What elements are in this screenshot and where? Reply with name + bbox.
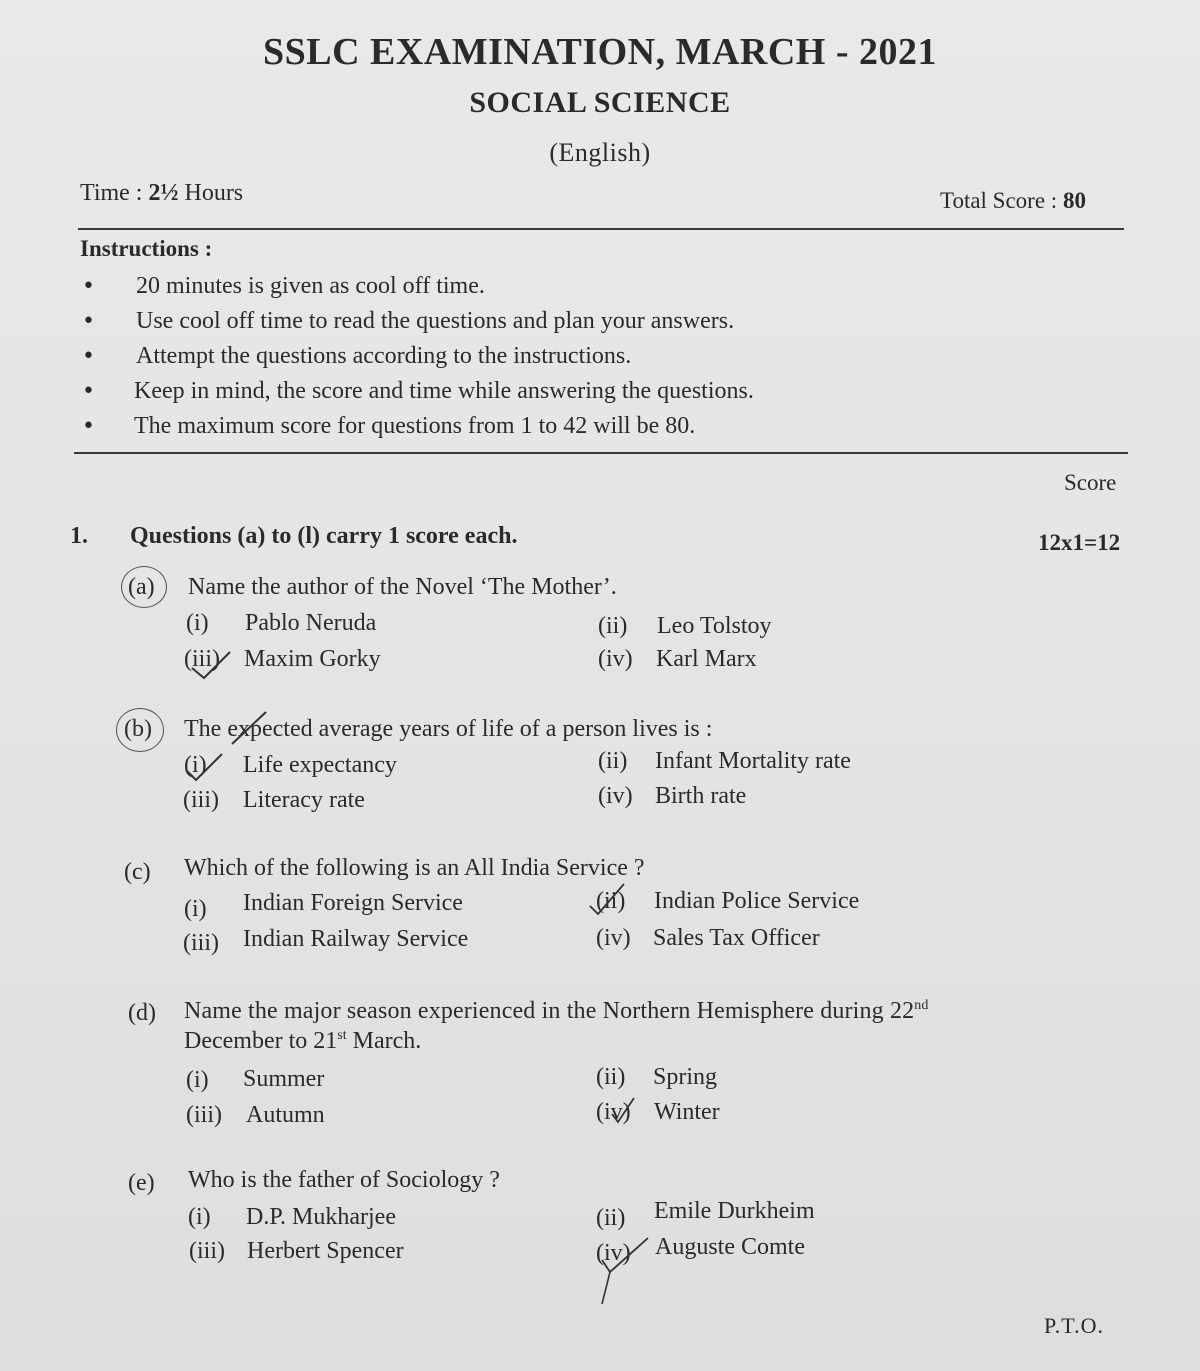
bullet-icon: •: [82, 379, 95, 404]
bullet-icon: •: [82, 344, 95, 369]
option-text: Maxim Gorky: [244, 646, 381, 672]
part-label: (a): [128, 574, 155, 600]
question-number: 1.: [70, 523, 88, 549]
option-text: Indian Railway Service: [243, 926, 469, 952]
bullet-icon: •: [82, 274, 95, 299]
instruction-item-text: The maximum score for questions from 1 to 42 will be 80.: [134, 413, 696, 439]
pen-tick-mark: [594, 1232, 664, 1308]
option-number: (i): [188, 1204, 211, 1230]
option-number: (ii): [596, 888, 626, 914]
instruction-item: Use cool off time to read the questions and plan your answers.: [136, 308, 735, 334]
part-question: Who is the father of Sociology ?: [188, 1167, 500, 1193]
instruction-item: Attempt the questions according to the instructions.: [136, 343, 632, 369]
part-label: (c): [124, 859, 151, 885]
option-number: (ii): [596, 1205, 626, 1231]
option-text: D.P. Mukharjee: [246, 1204, 396, 1230]
bullet-icon: •: [82, 309, 95, 334]
option-number: (iii): [183, 787, 219, 813]
option-text: Herbert Spencer: [247, 1238, 404, 1264]
question-text: Questions (a) to (l) carry 1 score each.: [130, 523, 518, 549]
option-number: (iv): [596, 1240, 631, 1266]
instructions-divider: [74, 452, 1128, 454]
option-number: (ii): [598, 748, 628, 774]
option-number: (iii): [186, 1102, 222, 1128]
bullet-icon: •: [82, 414, 95, 439]
pen-tick-mark: [180, 748, 230, 788]
part-label: (d): [128, 1000, 156, 1026]
option-number: (iii): [183, 930, 219, 956]
part-question: The expected average years of life of a person lives is :: [184, 716, 713, 742]
option-number: (ii): [598, 613, 628, 639]
option-text: Summer: [243, 1066, 325, 1092]
option-text: Indian Foreign Service: [243, 890, 463, 916]
option-text: Indian Police Service: [654, 888, 860, 914]
question-score: 12x1=12: [1038, 530, 1121, 555]
option-number: (iv): [596, 1099, 631, 1125]
option-text: Pablo Neruda: [245, 610, 377, 636]
option-number: (iv): [598, 646, 633, 672]
pen-tick-mark: [608, 1094, 638, 1128]
option-text: Infant Mortality rate: [655, 748, 851, 774]
time-info: Time : 2½ Hours: [80, 180, 244, 206]
instruction-item: [134, 413, 695, 440]
option-text: Literacy rate: [243, 787, 365, 813]
part-question-line1: Name the major season experienced in the Northern Hemisphere during 22nd: [184, 998, 929, 1024]
option-number: (i): [186, 610, 209, 636]
option-text: Spring: [653, 1064, 718, 1090]
part-label: (b): [124, 716, 152, 742]
header-divider: [78, 228, 1124, 230]
option-text: Autumn: [246, 1102, 325, 1128]
subject-title: SOCIAL SCIENCE: [469, 86, 731, 119]
total-score: Total Score : 80: [940, 188, 1086, 213]
exam-title: SSLC EXAMINATION, MARCH - 2021: [262, 31, 938, 73]
part-question: Which of the following is an All India Service ?: [184, 855, 645, 881]
instruction-item: Keep in mind, the score and time while answering the questions.: [134, 378, 754, 404]
option-number: (iv): [598, 783, 633, 809]
option-text: Auguste Comte: [655, 1234, 805, 1260]
instructions-heading: Instructions :: [80, 236, 213, 261]
option-text: Leo Tolstoy: [657, 613, 772, 639]
pto-label: P.T.O.: [1044, 1313, 1104, 1338]
score-column-heading: Score: [1064, 470, 1117, 495]
pen-tick-mark: [584, 880, 634, 920]
option-number: (iii): [184, 646, 220, 672]
option-text: Emile Durkheim: [654, 1198, 815, 1224]
pen-tick-mark: [186, 644, 236, 684]
option-text: Sales Tax Officer: [653, 925, 820, 951]
option-number: (i): [184, 896, 207, 922]
option-number: (ii): [596, 1064, 626, 1090]
option-text: Life expectancy: [243, 752, 397, 778]
instruction-item: 20 minutes is given as cool off time.: [136, 273, 485, 299]
option-text: Birth rate: [655, 783, 747, 809]
part-question-line2: December to 21st March.: [184, 1028, 422, 1054]
part-label: (e): [128, 1170, 155, 1196]
option-number: (iii): [189, 1238, 225, 1264]
option-number: (i): [186, 1067, 209, 1093]
pen-stroke-mark: [230, 708, 270, 748]
option-text: Winter: [654, 1099, 720, 1125]
option-text: Karl Marx: [656, 646, 757, 672]
part-question: Name the author of the Novel ‘The Mother’.: [188, 574, 617, 600]
option-number: (iv): [596, 925, 631, 951]
option-number: (i): [184, 752, 207, 778]
medium-label: (English): [549, 138, 651, 167]
